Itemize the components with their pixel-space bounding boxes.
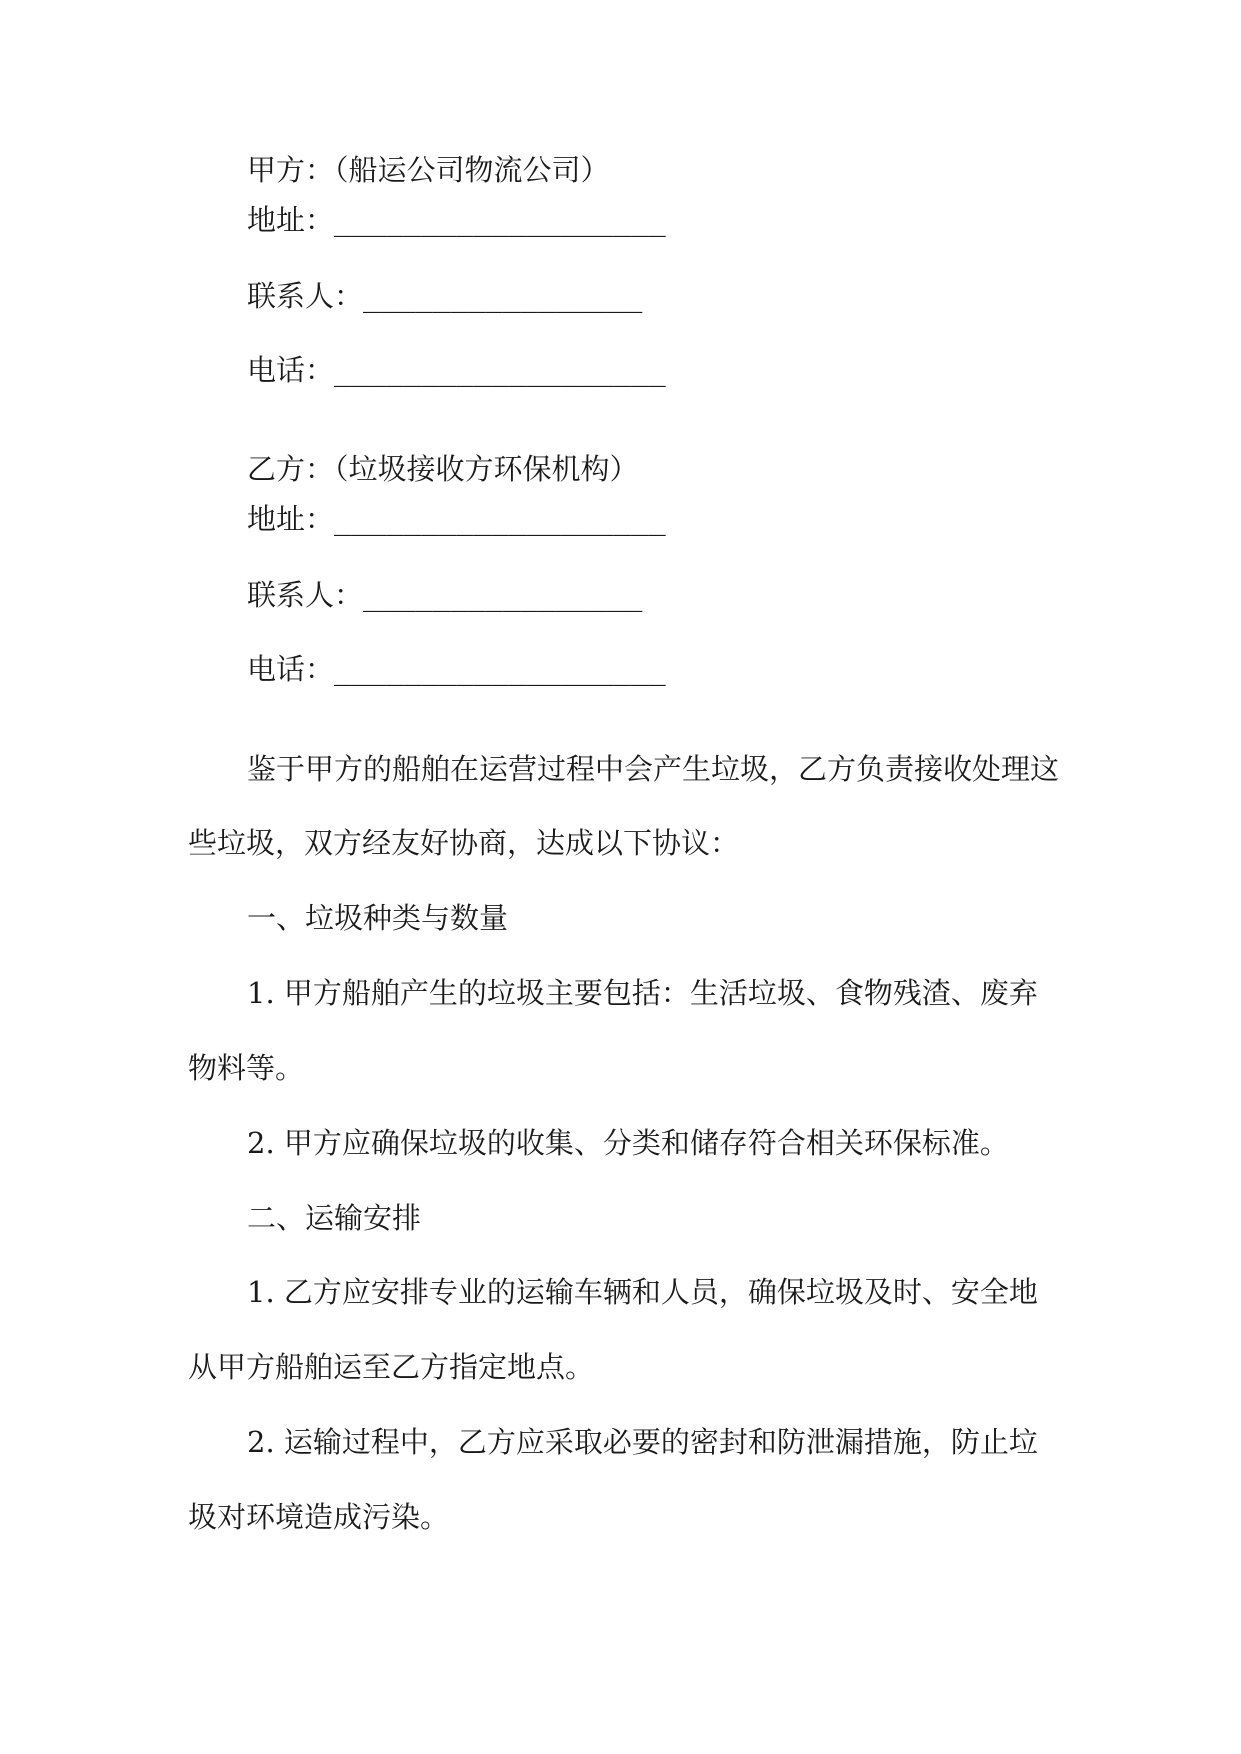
section-2-heading: 二、运输安排: [247, 1201, 422, 1235]
preamble-line-1: 鉴于甲方的船舶在运营过程中会产生垃圾，乙方负责接收处理这: [247, 752, 1060, 786]
party-b-label: 乙方：（垃圾接收方环保机构）: [247, 452, 639, 486]
party-a-phone-label: 电话：: [247, 353, 335, 387]
party-b-address-label: 地址：: [247, 502, 335, 536]
party-b-phone-label: 电话：: [247, 652, 335, 686]
section-1-item-1-line-2: 物料等。: [188, 1051, 305, 1085]
party-b-contact: [247, 575, 642, 615]
party-a-address-blank: ___________________: [334, 203, 666, 237]
party-b-phone-blank: ___________________: [334, 652, 666, 686]
party-a-address: [247, 200, 666, 240]
section-2-item-2-line-2: 圾对环境造成污染。: [188, 1500, 450, 1534]
section-2-item-1-line-1: 1. 乙方应安排专业的运输车辆和人员，确保垃圾及时、安全地: [247, 1275, 1038, 1309]
preamble-line-2: 些垃圾，双方经友好协商，达成以下协议：: [188, 826, 740, 860]
section-1-item-2: 2. 甲方应确保垃圾的收集、分类和储存符合相关环保标准。: [247, 1126, 1009, 1160]
section-1-item-1-line-1: 1. 甲方船舶产生的垃圾主要包括：生活垃圾、食物残渣、废弃: [247, 976, 1038, 1010]
party-a-contact: [247, 276, 642, 316]
party-a-phone-blank: ___________________: [334, 353, 666, 387]
party-a-address-label: 地址：: [247, 203, 335, 237]
party-b-address: [247, 499, 666, 539]
party-a-phone: [247, 350, 666, 390]
section-2-item-1-line-2: 从甲方船舶运至乙方指定地点。: [188, 1350, 595, 1384]
section-2-item-2-line-1: 2. 运输过程中，乙方应采取必要的密封和防泄漏措施，防止垃: [247, 1425, 1038, 1459]
party-a-contact-blank: ________________: [363, 279, 643, 313]
party-b-address-blank: ___________________: [334, 502, 666, 536]
party-b-phone: [247, 649, 666, 689]
section-1-heading: 一、垃圾种类与数量: [247, 901, 509, 935]
party-b-contact-blank: ________________: [363, 578, 643, 612]
party-a-contact-label: 联系人：: [247, 279, 364, 313]
party-a-label: 甲方：（船运公司物流公司）: [247, 153, 610, 187]
party-b-contact-label: 联系人：: [247, 578, 364, 612]
